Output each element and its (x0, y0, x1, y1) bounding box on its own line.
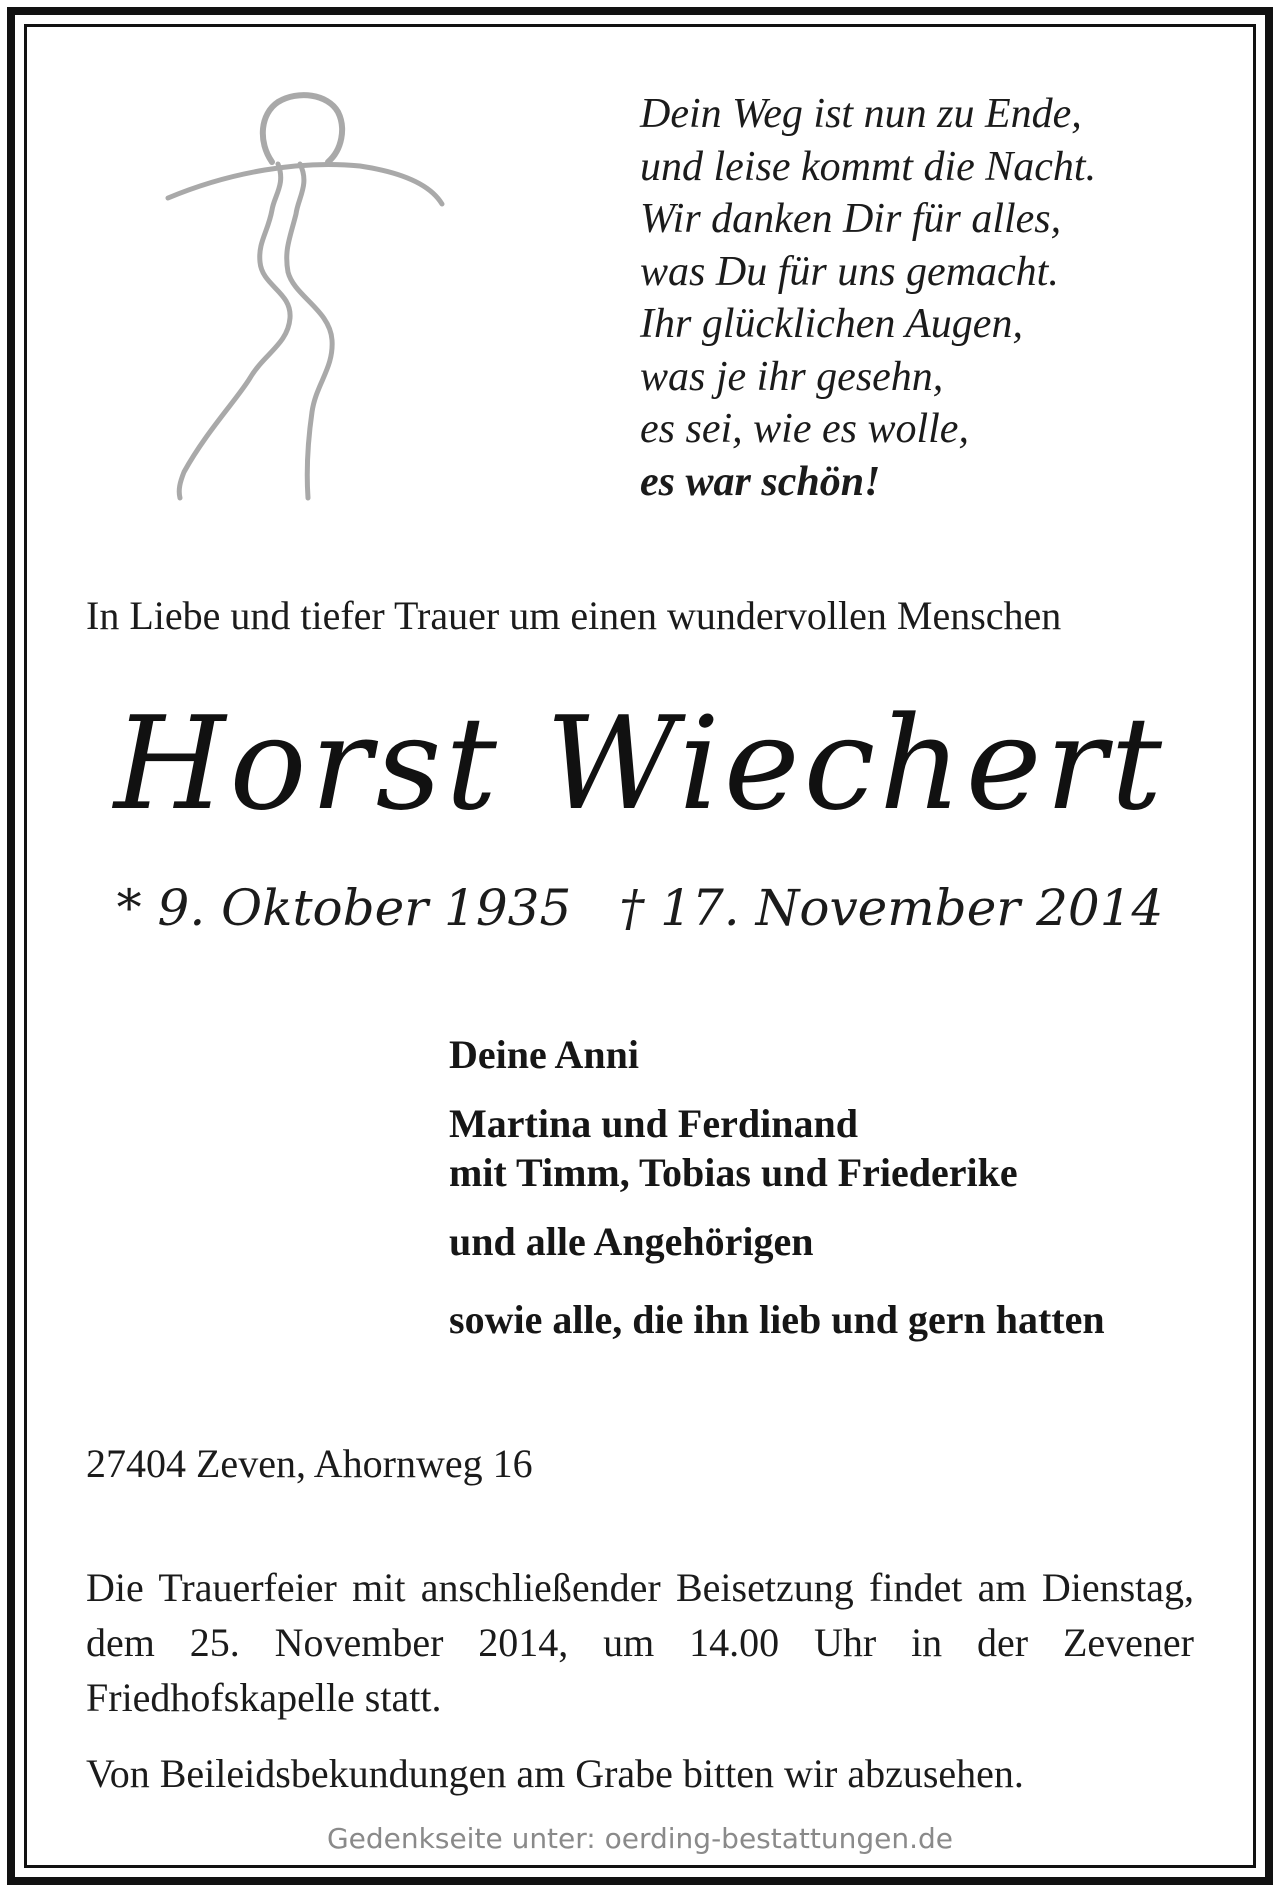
poem-line: was Du für uns gemacht. (640, 248, 1059, 295)
mourners-list (449, 1030, 1105, 1344)
poem-line: Wir danken Dir für alles, (640, 196, 1062, 242)
intro-text: In Liebe und tiefer Trauer um einen wundervollen Menschen (86, 593, 1062, 638)
poem-line: Ihr glücklichen Augen, (640, 301, 1023, 347)
poem-line: was je ihr gesehn, (640, 353, 944, 400)
life-dates (0, 876, 1280, 940)
deceased-name: Horst Wiechert (113, 690, 1167, 839)
road-sun-illustration (160, 92, 450, 504)
address: 27404 Zeven, Ahornweg 16 (86, 1441, 533, 1486)
mourner-entry: Deine Anni (449, 1032, 640, 1077)
poem-line: es sei, wie es wolle, (640, 406, 969, 452)
poem-line: und leise kommt die Nacht. (640, 143, 1097, 190)
mourner-entry: und alle Angehörigen (449, 1219, 814, 1264)
memorial-page-footer: Gedenkseite unter: oerding-bestattungen.de (326, 1822, 953, 1855)
poem (640, 88, 1096, 508)
death-date: † 17. November 2014 (619, 879, 1164, 937)
poem-line-closing: es war schön! (640, 458, 881, 505)
poem-line: Dein Weg ist nun zu Ende, (640, 91, 1082, 137)
mourner-entry: mit Timm, Tobias und Friederike (449, 1150, 1018, 1195)
condolence-request: Von Beileidsbekundungen am Grabe bitten wir abzusehen. (86, 1751, 1024, 1796)
birth-date: * 9. Oktober 1935 (116, 879, 572, 937)
funeral-notice: Die Trauerfeier mit anschließender Beisetzung findet am Dienstag, dem 25. November 2014, um 14.00 Uhr in der Zevener Friedhofskapelle statt. (86, 1565, 1194, 1720)
mourner-entry: Martina und Ferdinand (449, 1101, 858, 1146)
mourner-entry: sowie alle, die ihn lieb und gern hatten (449, 1297, 1105, 1342)
